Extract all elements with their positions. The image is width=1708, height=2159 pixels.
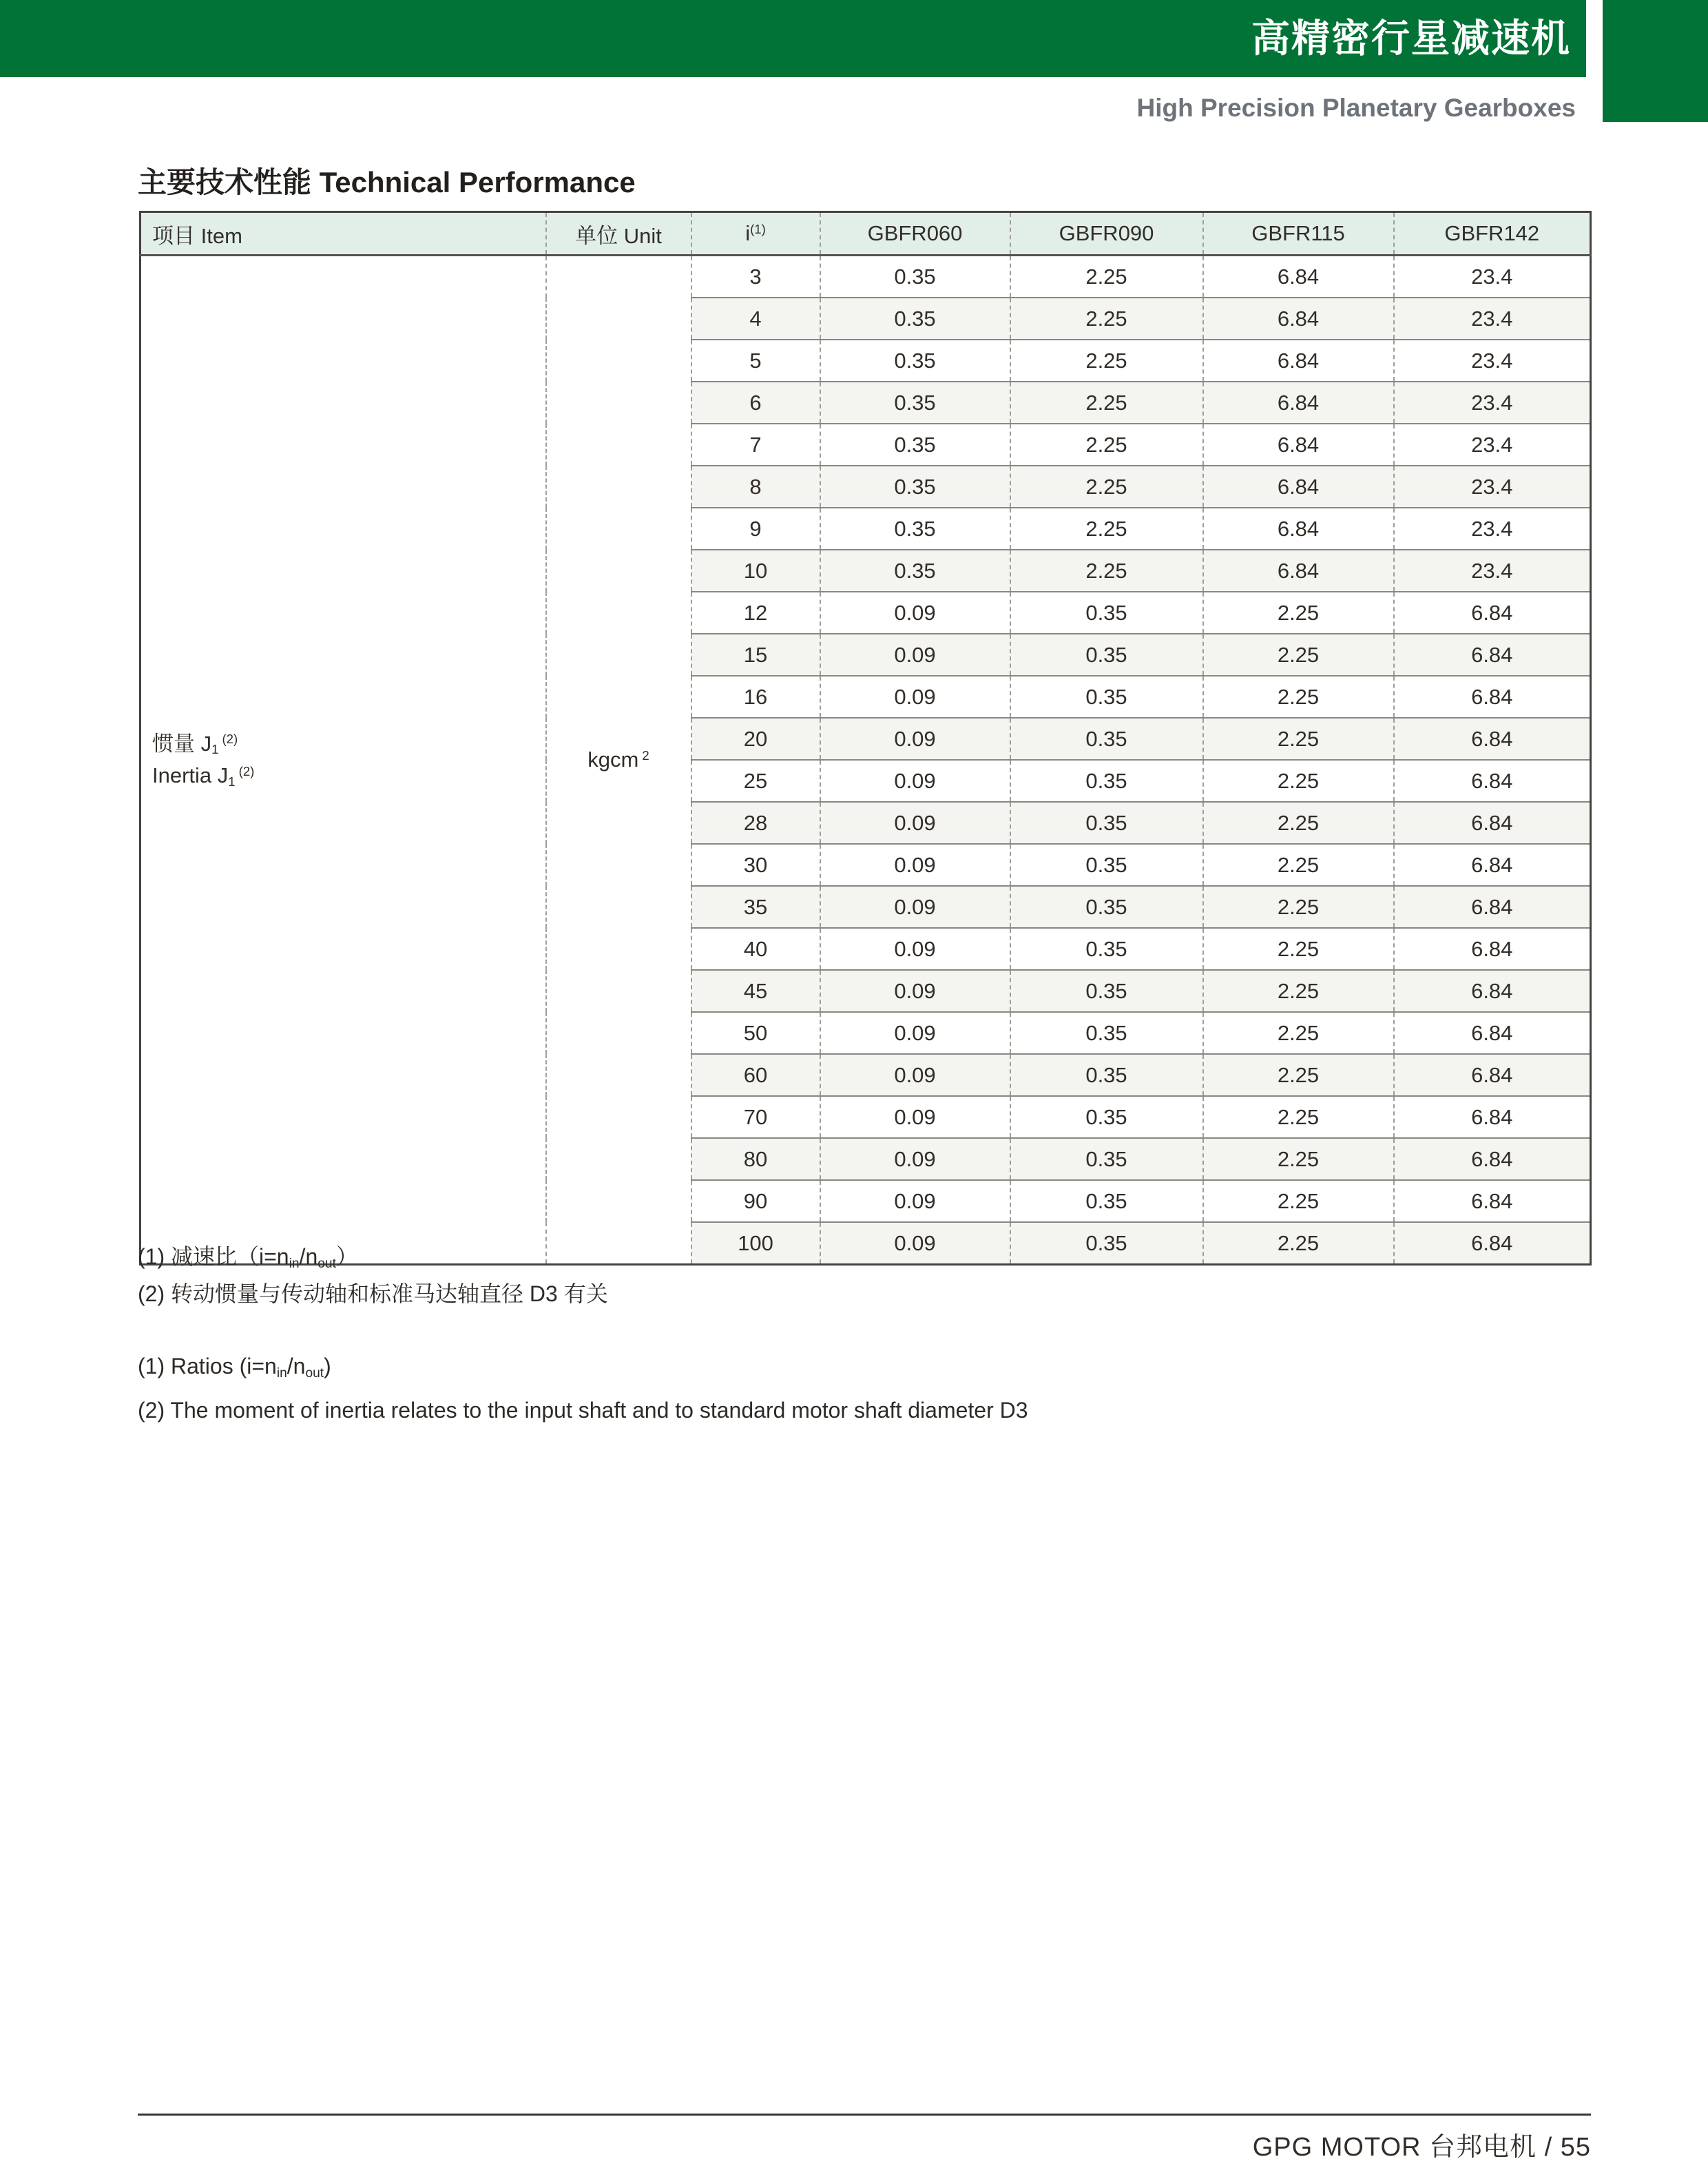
value-cell: 6.84 — [1394, 802, 1591, 844]
value-cell: 0.09 — [820, 1096, 1010, 1138]
header-green-bar — [0, 0, 1586, 77]
value-cell: 6.84 — [1394, 1012, 1591, 1054]
value-cell: 0.35 — [820, 424, 1010, 466]
value-cell: 23.4 — [1394, 550, 1591, 592]
value-cell: 2.25 — [1203, 1180, 1394, 1222]
value-cell: 0.09 — [820, 634, 1010, 676]
ratio-cell: 90 — [691, 1180, 820, 1222]
value-cell: 0.35 — [1010, 1222, 1203, 1265]
value-cell: 0.35 — [1010, 1096, 1203, 1138]
value-cell: 0.35 — [1010, 1054, 1203, 1096]
col-header-gbfr090: GBFR090 — [1010, 212, 1203, 256]
value-cell: 2.25 — [1203, 1012, 1394, 1054]
value-cell: 0.35 — [820, 550, 1010, 592]
footnote-cn-1 — [138, 1240, 1028, 1277]
performance-table — [139, 211, 1592, 1266]
value-cell: 23.4 — [1394, 298, 1591, 340]
ratio-cell: 3 — [691, 256, 820, 298]
value-cell: 0.09 — [820, 1222, 1010, 1265]
value-cell: 0.35 — [1010, 592, 1203, 634]
value-cell: 0.09 — [820, 760, 1010, 802]
value-cell: 2.25 — [1010, 466, 1203, 508]
ratio-cell: 20 — [691, 718, 820, 760]
value-cell: 23.4 — [1394, 382, 1591, 424]
value-cell: 0.35 — [820, 508, 1010, 550]
ratio-cell: 40 — [691, 928, 820, 970]
value-cell: 2.25 — [1010, 550, 1203, 592]
value-cell: 0.35 — [1010, 970, 1203, 1012]
value-cell: 6.84 — [1394, 928, 1591, 970]
ratio-cell: 12 — [691, 592, 820, 634]
value-cell: 0.35 — [1010, 1012, 1203, 1054]
value-cell: 2.25 — [1010, 424, 1203, 466]
value-cell: 23.4 — [1394, 424, 1591, 466]
value-cell: 2.25 — [1010, 508, 1203, 550]
item-label-en: Inertia $J_1^{(2)}$ — [152, 763, 255, 789]
value-cell: 6.84 — [1394, 718, 1591, 760]
value-cell: 23.4 — [1394, 256, 1591, 298]
ratio-cell: 8 — [691, 466, 820, 508]
ratio-header-superscript: (1) — [750, 221, 766, 236]
footnote-text: ） — [335, 1244, 358, 1269]
item-label-cn: 惯量 $J_1^{(2)}$ — [152, 731, 238, 757]
footnote-text: (2) 转动惯量与传动轴和标准马达轴直径 D3 有关 — [138, 1281, 608, 1306]
value-cell: 0.35 — [820, 382, 1010, 424]
value-cell: 6.84 — [1394, 676, 1591, 718]
value-cell: 0.09 — [820, 886, 1010, 928]
ratio-cell: 60 — [691, 1054, 820, 1096]
value-cell: 6.84 — [1203, 550, 1394, 592]
value-cell: 0.35 — [1010, 844, 1203, 886]
ratio-cell: 30 — [691, 844, 820, 886]
col-header-gbfr142: GBFR142 — [1394, 212, 1591, 256]
value-cell: 2.25 — [1203, 592, 1394, 634]
value-cell: 6.84 — [1203, 424, 1394, 466]
value-cell: 0.35 — [1010, 928, 1203, 970]
value-cell: 2.25 — [1010, 298, 1203, 340]
value-cell: 0.09 — [820, 718, 1010, 760]
value-cell: 0.09 — [820, 1012, 1010, 1054]
ratio-cell: 7 — [691, 424, 820, 466]
ratio-cell: 9 — [691, 508, 820, 550]
value-cell: 2.25 — [1203, 886, 1394, 928]
value-cell: 0.09 — [820, 1138, 1010, 1180]
value-cell: 2.25 — [1203, 634, 1394, 676]
value-cell: 2.25 — [1203, 928, 1394, 970]
value-cell: 6.84 — [1203, 382, 1394, 424]
table-wrapper — [139, 211, 1591, 1266]
footnote-subscript: out — [305, 1365, 324, 1381]
ratio-header-base: i — [745, 221, 751, 245]
value-cell: 2.25 — [1203, 718, 1394, 760]
value-cell: 0.35 — [820, 466, 1010, 508]
table-row — [140, 256, 1591, 298]
value-cell: 2.25 — [1010, 340, 1203, 382]
footnote-en-1 — [138, 1346, 1028, 1390]
value-cell: 0.35 — [1010, 718, 1203, 760]
value-cell: 2.25 — [1010, 256, 1203, 298]
value-cell: 2.25 — [1203, 970, 1394, 1012]
value-cell: 2.25 — [1203, 676, 1394, 718]
value-cell: 0.35 — [1010, 1138, 1203, 1180]
unit-cell: kgcm $^2$ — [546, 256, 691, 1265]
value-cell: 6.84 — [1394, 1138, 1591, 1180]
value-cell: 2.25 — [1203, 1054, 1394, 1096]
value-cell: 6.84 — [1394, 592, 1591, 634]
value-cell: 0.09 — [820, 844, 1010, 886]
value-cell: 6.84 — [1203, 508, 1394, 550]
value-cell: 6.84 — [1394, 1222, 1591, 1265]
ratio-cell: 25 — [691, 760, 820, 802]
value-cell: 0.09 — [820, 592, 1010, 634]
value-cell: 23.4 — [1394, 340, 1591, 382]
value-cell: 6.84 — [1394, 1180, 1591, 1222]
value-cell: 0.09 — [820, 928, 1010, 970]
value-cell: 6.84 — [1394, 970, 1591, 1012]
ratio-cell: 100 — [691, 1222, 820, 1265]
footnote-text: /n — [287, 1354, 306, 1378]
value-cell: 0.09 — [820, 1054, 1010, 1096]
footnote-subscript: in — [289, 1256, 300, 1271]
value-cell: 0.35 — [1010, 760, 1203, 802]
value-cell: 0.35 — [1010, 634, 1203, 676]
ratio-cell: 35 — [691, 886, 820, 928]
value-cell: 6.84 — [1394, 886, 1591, 928]
value-cell: 0.35 — [820, 256, 1010, 298]
footnote-subscript: out — [317, 1256, 336, 1271]
value-cell: 0.35 — [1010, 1180, 1203, 1222]
value-cell: 0.09 — [820, 676, 1010, 718]
col-header-ratio — [691, 212, 820, 256]
footnote-gap — [138, 1310, 1028, 1346]
footnote-cn-2 — [138, 1277, 1028, 1310]
header-subtitle-en: High Precision Planetary Gearboxes — [1136, 94, 1576, 122]
section-title: 主要技术性能 Technical Performance — [138, 166, 636, 198]
value-cell: 0.35 — [1010, 802, 1203, 844]
value-cell: 6.84 — [1203, 466, 1394, 508]
value-cell: 0.09 — [820, 1180, 1010, 1222]
value-cell: 0.35 — [1010, 886, 1203, 928]
footnote-en-2 — [138, 1390, 1028, 1430]
value-cell: 0.35 — [1010, 676, 1203, 718]
value-cell: 6.84 — [1203, 256, 1394, 298]
ratio-cell: 15 — [691, 634, 820, 676]
footnote-subscript: in — [276, 1365, 287, 1381]
footer-page-label: GPG MOTOR 台邦电机 / 55 — [1252, 2133, 1591, 2159]
value-cell: 6.84 — [1203, 340, 1394, 382]
footnote-text: ) — [324, 1354, 331, 1378]
ratio-cell: 4 — [691, 298, 820, 340]
value-cell: 2.25 — [1203, 1222, 1394, 1265]
footnote-text: /n — [299, 1244, 318, 1269]
value-cell: 23.4 — [1394, 466, 1591, 508]
value-cell: 23.4 — [1394, 508, 1591, 550]
value-cell: 6.84 — [1394, 760, 1591, 802]
ratio-cell: 28 — [691, 802, 820, 844]
footnotes — [138, 1240, 1028, 1430]
col-header-unit: 单位 Unit — [546, 212, 691, 256]
value-cell: 2.25 — [1203, 802, 1394, 844]
ratio-cell: 6 — [691, 382, 820, 424]
ratio-cell: 5 — [691, 340, 820, 382]
value-cell: 6.84 — [1394, 1096, 1591, 1138]
value-cell: 0.35 — [820, 298, 1010, 340]
ratio-cell: 45 — [691, 970, 820, 1012]
value-cell: 6.84 — [1203, 298, 1394, 340]
value-cell: 6.84 — [1394, 844, 1591, 886]
header-title-cn: 高精密行星减速机 — [1251, 17, 1571, 60]
value-cell: 6.84 — [1394, 634, 1591, 676]
footnote-text: (2) The moment of inertia relates to the input shaft and to standard motor shaft diameter D3 — [138, 1398, 1028, 1423]
value-cell: 0.09 — [820, 970, 1010, 1012]
item-label-cell — [140, 256, 546, 1265]
col-header-gbfr115: GBFR115 — [1203, 212, 1394, 256]
header-green-square — [1603, 0, 1708, 122]
table-header-row — [140, 212, 1591, 256]
col-header-item: 项目 Item — [140, 212, 546, 256]
ratio-cell: 16 — [691, 676, 820, 718]
value-cell: 2.25 — [1203, 1096, 1394, 1138]
value-cell: 2.25 — [1203, 844, 1394, 886]
value-cell: 2.25 — [1203, 1138, 1394, 1180]
ratio-cell: 10 — [691, 550, 820, 592]
value-cell: 2.25 — [1203, 760, 1394, 802]
footnote-text: (1) 减速比（i=n — [138, 1244, 289, 1269]
value-cell: 0.35 — [820, 340, 1010, 382]
value-cell: 2.25 — [1010, 382, 1203, 424]
col-header-gbfr060: GBFR060 — [820, 212, 1010, 256]
ratio-cell: 70 — [691, 1096, 820, 1138]
footnote-text: (1) Ratios (i=n — [138, 1354, 277, 1378]
ratio-cell: 80 — [691, 1138, 820, 1180]
value-cell: 6.84 — [1394, 1054, 1591, 1096]
value-cell: 0.09 — [820, 802, 1010, 844]
footer-rule — [138, 2114, 1591, 2116]
ratio-cell: 50 — [691, 1012, 820, 1054]
